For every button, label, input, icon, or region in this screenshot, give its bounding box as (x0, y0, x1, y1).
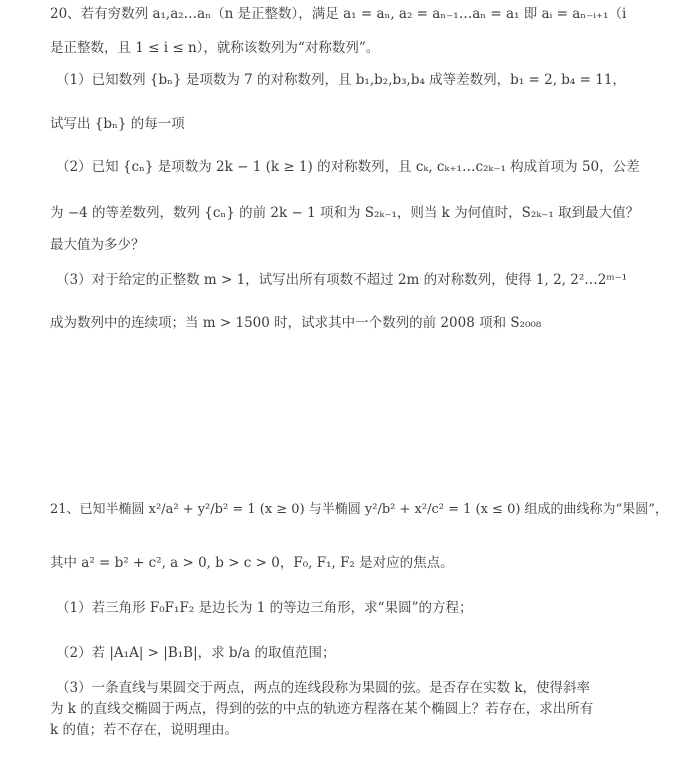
problem-21-line-2: 其中 a² = b² + c², a > 0, b > c > 0，F₀, F₁, F₂ 是对应的焦点。 (50, 555, 454, 571)
problem-20-part-2: （2）已知 {cₙ} 是项数为 2k − 1 (k ≥ 1) 的对称数列，且 cₖ, cₖ₊₁…c₂ₖ₋₁ 构成首项为 50，公差 (56, 159, 640, 175)
problem-20-part-1: （1）已知数列 {bₙ} 是项数为 7 的对称数列，且 b₁,b₂,b₃,b₄ 成等差数列，b₁ = 2, b₄ = 11， (56, 72, 626, 88)
problem-20-line-6: 为 −4 的等差数列，数列 {cₙ} 的前 2k − 1 项和为 S₂ₖ₋₁，则当 k 为何值时，S₂ₖ₋₁ 取到最大值？ (50, 205, 640, 221)
problem-20-line-7: 最大值为多少？ (50, 237, 145, 253)
problem-21-line-1: 21、已知半椭圆 x²/a² + y²/b² = 1 (x ≥ 0) 与半椭圆 y²/b² + x²/c² = 1 (x ≤ 0) 组成的曲线称为“果圆”， (50, 502, 668, 517)
problem-21-part-1: （1）若三角形 F₀F₁F₂ 是边长为 1 的等边三角形，求“果圆”的方程； (56, 600, 473, 616)
problem-21-line-7: k 的值；若不存在，说明理由。 (50, 722, 238, 738)
problem-20-line-2: 是正整数，且 1 ≤ i ≤ n），就称该数列为“对称数列”。 (50, 40, 380, 56)
problem-21-part-2: （2）若 |A₁A| > |B₁B|，求 b/a 的取值范围； (56, 645, 336, 661)
problem-21-line-6: 为 k 的直线交椭圆于两点，得到的弦的中点的轨迹方程落在某个椭圆上？若存在，求出所有 (50, 701, 594, 717)
problem-20-part-3: （3）对于给定的正整数 m > 1，试写出所有项数不超过 2m 的对称数列，使得 1, 2, 2²…2ᵐ⁻¹ (56, 272, 628, 288)
problem-20-line-4: 试写出 {bₙ} 的每一项 (50, 116, 185, 132)
problem-21-part-3: （3）一条直线与果圆交于两点，两点的连线段称为果圆的弦。是否存在实数 k，使得斜率 (56, 680, 591, 696)
problem-20-line-1: 20、若有穷数列 a₁,a₂…aₙ（n 是正整数），满足 a₁ = aₙ, a₂ = aₙ₋₁…aₙ = a₁ 即 aᵢ = aₙ₋ᵢ₊₁（i (50, 6, 627, 22)
problem-20-line-9: 成为数列中的连续项；当 m > 1500 时，试求其中一个数列的前 2008 项和 S₂₀₀₈ (50, 315, 542, 331)
